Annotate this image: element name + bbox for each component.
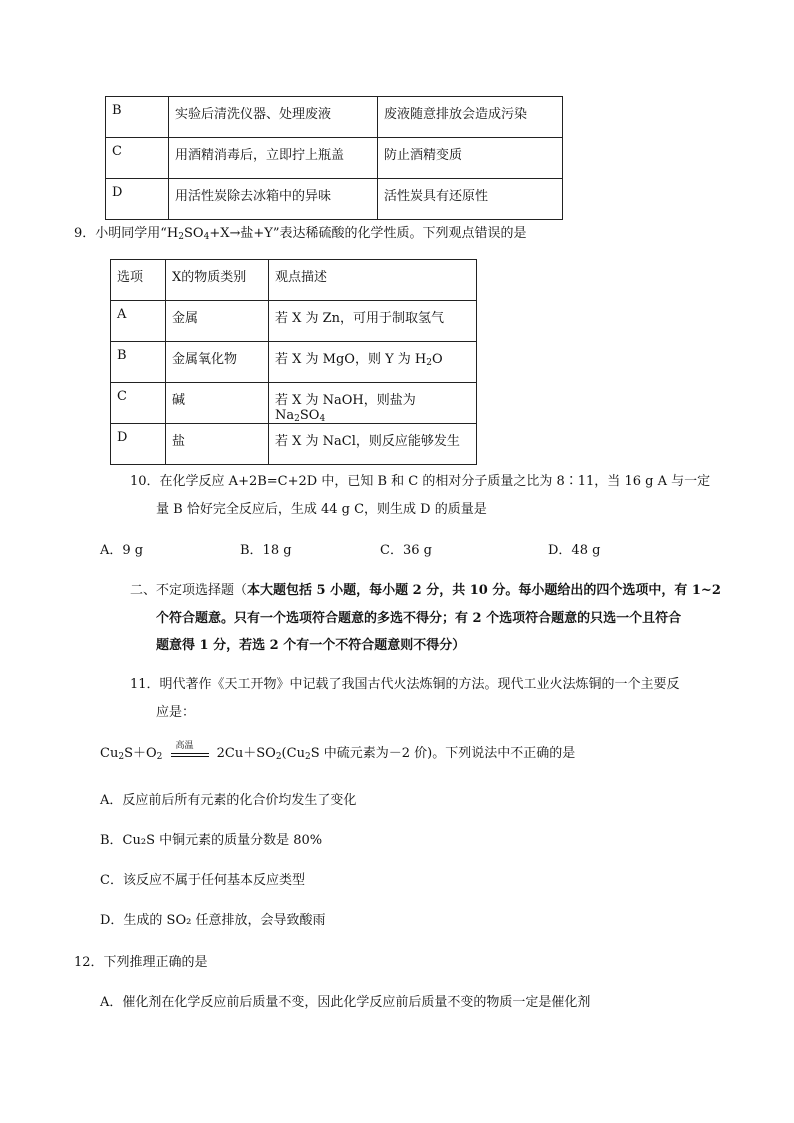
table-cell: D xyxy=(106,179,169,220)
table-cell: 用酒精消毒后，立即拧上瓶盖 xyxy=(169,138,378,179)
question-11-line2: 应是： xyxy=(156,705,196,720)
table-top xyxy=(105,96,563,220)
table-cell: 盐 xyxy=(166,424,269,465)
table-header-row xyxy=(111,260,477,301)
table-cell: C xyxy=(111,383,166,424)
equals-arrow-icon: 高温 xyxy=(171,747,209,761)
table-cell: 防止酒精变质 xyxy=(378,138,563,179)
question-11-option-d: D．生成的 SO₂ 任意排放，会导致酸雨 xyxy=(100,913,326,928)
table-cell: 若 X 为 NaOH，则盐为 $Na_2SO_4$ xyxy=(269,383,477,424)
question-12-option-a: A．催化剂在化学反应前后质量不变，因此化学反应前后质量不变的物质一定是催化剂 xyxy=(100,995,591,1010)
table-cell: 金属 xyxy=(166,301,269,342)
table-header-cell: X的物质类别 xyxy=(166,260,269,301)
table-row xyxy=(111,424,477,465)
table-row xyxy=(106,138,563,179)
question-11-option-a: A．反应前后所有元素的化合价均发生了变化 xyxy=(100,793,357,808)
question-11-option-b: B．Cu₂S 中铜元素的质量分数是 80% xyxy=(100,833,323,848)
table-cell: B xyxy=(111,342,166,383)
question-10-option-c: C．36 g xyxy=(380,543,432,558)
table-cell: 实验后清洗仪器、处理废液 xyxy=(169,97,378,138)
question-11-equation: $Cu_2S+O_2$ 高温 $2Cu+SO_2(Cu_2S$ 中硫元素为－2 价)。下列说法中不正确的是 xyxy=(100,740,576,762)
table-cell: A xyxy=(111,301,166,342)
question-10-line1: 10．在化学反应 A+2B=C+2D 中，已知 B 和 C 的相对分子质量之比为 8∶11，当 16 g A 与一定 xyxy=(130,474,711,489)
table-cell: 废液随意排放会造成污染 xyxy=(378,97,563,138)
question-12-stem: 12．下列推理正确的是 xyxy=(74,955,208,970)
table-cell: D xyxy=(111,424,166,465)
section-2-heading-line1: 二、不定项选择题（本大题包括 5 小题，每小题 2 分，共 10 分。每小题给出的四个选项中，有 1~2 xyxy=(130,583,721,598)
question-10-option-a: A．9 g xyxy=(100,543,144,558)
question-11-option-c: C．该反应不属于任何基本反应类型 xyxy=(100,873,305,888)
table-cell: C xyxy=(106,138,169,179)
table-cell: 用活性炭除去冰箱中的异味 xyxy=(169,179,378,220)
table-cell: 碱 xyxy=(166,383,269,424)
table-cell: 若 X 为 NaCl，则反应能够发生 xyxy=(269,424,477,465)
table-row xyxy=(111,342,477,383)
table-row xyxy=(111,301,477,342)
table-cell: 若 X 为 MgO，则 Y 为 $H_2O$ xyxy=(269,342,477,383)
table-cell: 活性炭具有还原性 xyxy=(378,179,563,220)
table-row xyxy=(111,383,477,424)
table-row xyxy=(106,97,563,138)
table-cell: 若 X 为 Zn，可用于制取氢气 xyxy=(269,301,477,342)
section-2-heading-line3: 题意得 1 分，若选 2 个有一个不符合题意则不得分） xyxy=(156,638,466,653)
section-2-heading-line2: 个符合题意。只有一个选项符合题意的多选不得分；有 2 个选项符合题意的只选一个且符合 xyxy=(156,611,682,626)
question-9-stem: 9．小明同学用“$H_2SO_4+X\to$盐+Y”表达稀硫酸的化学性质。下列观点错误的是 xyxy=(74,226,527,242)
table-q9 xyxy=(110,259,477,465)
table-row xyxy=(106,179,563,220)
table-header-cell: 选项 xyxy=(111,260,166,301)
question-10-line2: 量 B 恰好完全反应后，生成 44 g C，则生成 D 的质量是 xyxy=(156,502,487,517)
table-cell: 金属氧化物 xyxy=(166,342,269,383)
table-header-cell: 观点描述 xyxy=(269,260,477,301)
question-11-line1: 11．明代著作《天工开物》中记载了我国古代火法炼铜的方法。现代工业火法炼铜的一个主要反 xyxy=(130,677,680,692)
question-10-option-d: D．48 g xyxy=(548,543,601,558)
question-10-option-b: B．18 g xyxy=(240,543,292,558)
table-cell: B xyxy=(106,97,169,138)
